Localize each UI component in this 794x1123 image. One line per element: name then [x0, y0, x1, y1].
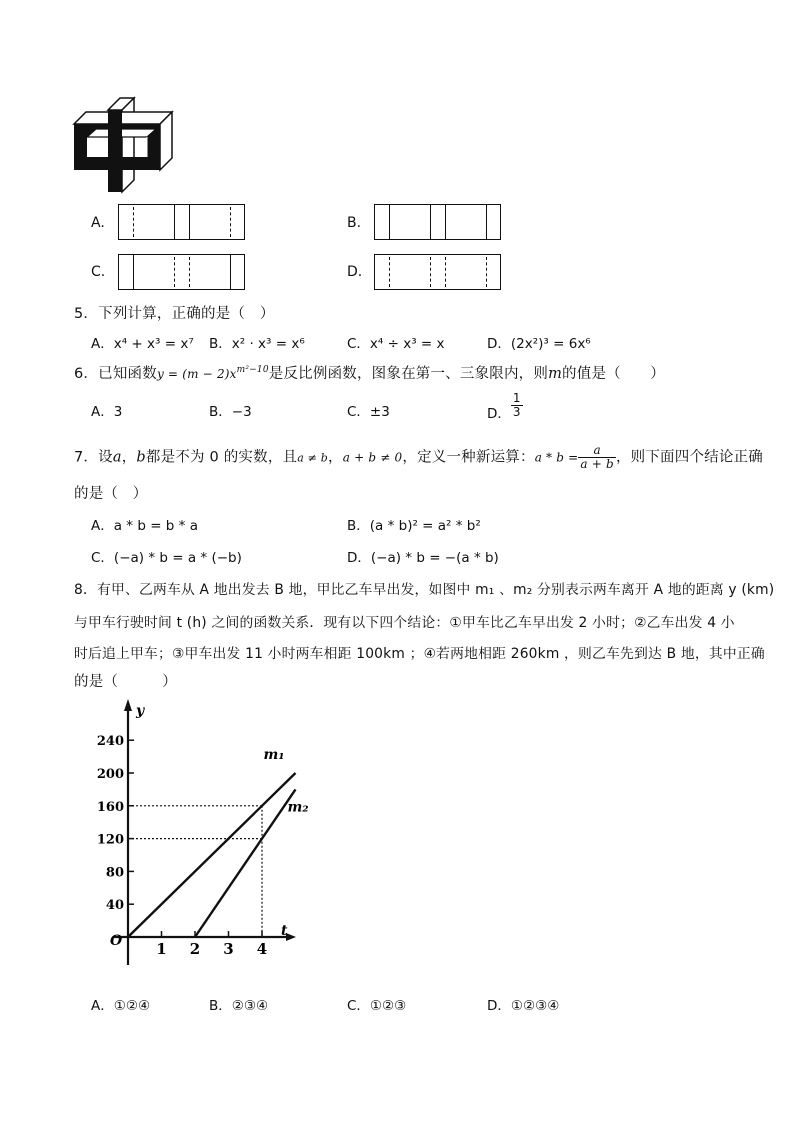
series-line-2 [195, 789, 296, 937]
q6-stem-post: 是反比例函数，图象在第一、三象限内，则 [268, 366, 549, 382]
q6-option-d[interactable] [487, 391, 523, 422]
q5-option-b[interactable]: B．x² · x³ = x⁶ [209, 336, 305, 352]
q4-option-b-label[interactable]: B. [347, 215, 362, 231]
q4-option-d-view[interactable] [374, 254, 501, 290]
q6-option-d-prefix: D． [487, 405, 511, 422]
q4-option-c-view[interactable] [118, 254, 245, 290]
q8-stem-line2: 与甲车行驶时间 t (h) 之间的函数关系．现有以下四个结论：①甲车比乙车早出发 2 小时；②乙车出发 4 小 [74, 615, 735, 631]
q7-option-a[interactable]: A．a * b = b * a [91, 518, 198, 534]
q8-distance-time-chart [90, 695, 320, 975]
q6-option-c[interactable]: C．±3 [347, 404, 390, 420]
q7-option-d[interactable]: D．(−a) * b = −(a * b) [347, 550, 499, 566]
q7-stem-line2: 的是（ ） [74, 486, 148, 502]
y-tick-label: 240 [96, 734, 124, 750]
q4-option-a-label[interactable]: A. [91, 215, 105, 231]
y-axis-arrow [124, 699, 132, 711]
figure-char: 中 [72, 94, 73, 95]
q6-option-a[interactable]: A．3 [91, 404, 123, 420]
q4-option-c-label[interactable]: C. [91, 264, 106, 280]
x-axis-arrow [286, 933, 296, 941]
q4-option-a-view[interactable] [118, 204, 245, 240]
x-tick-label: 3 [223, 940, 234, 958]
q7-var-b: b [136, 449, 146, 466]
q5-option-d[interactable]: D．(2x²)³ = 6x⁶ [487, 336, 591, 352]
q6-function-exponent: m²−10 [236, 365, 269, 376]
origin-label: O [110, 933, 123, 949]
q8-option-c[interactable]: C．①②③ [347, 998, 407, 1014]
q5-stem: 5．下列计算，正确的是（ ） [74, 306, 275, 322]
q7-condition-2: a + b ≠ 0 [342, 450, 403, 465]
x-tick-label: 1 [156, 940, 167, 958]
x-tick-label: 2 [189, 940, 201, 958]
q8-option-d[interactable]: D．①②③④ [487, 998, 560, 1014]
q7-option-b[interactable]: B．(a * b)² = a² * b² [347, 518, 481, 534]
y-axis-label: y [136, 703, 145, 719]
q4-option-d-label[interactable]: D. [347, 264, 363, 280]
q6-function: y = (m − 2)x [156, 367, 237, 381]
y-tick-label: 40 [105, 898, 124, 914]
q6-option-b[interactable]: B．−3 [209, 404, 252, 420]
y-tick-label: 120 [96, 832, 124, 848]
series-label-2: m₂ [287, 799, 309, 816]
q8-stem-line4: 的是（ ） [74, 674, 177, 690]
q6-stem-pre: 6．已知函数 [74, 366, 157, 382]
q7-definition-fraction: $\frac{a}{a + b}$ [580, 443, 614, 471]
q7-stem-line1: 7．设a，b都是不为 0 的实数，且a ≠ b，a + b ≠ 0，定义一种新运算：a * b = $\frac{a}{a + b}$ ，则下面四个结论正确 [74, 443, 763, 471]
x-tick-label: 4 [256, 940, 268, 958]
q7-var-a: a [112, 449, 122, 466]
q6-stem [74, 362, 665, 383]
q8-option-b[interactable]: B．②③④ [209, 998, 269, 1014]
q6-var: m [548, 366, 563, 382]
q5-option-c[interactable]: C．x⁴ ÷ x³ = x [347, 336, 445, 352]
q6-option-d-fraction: $\frac{1}{3}$ [512, 391, 521, 419]
q5-option-a[interactable]: A．x⁴ + x³ = x⁷ [91, 336, 194, 352]
q8-option-a[interactable]: A．①②④ [91, 998, 151, 1014]
q4-option-b-view[interactable] [374, 204, 501, 240]
series-label-1: m₁ [263, 747, 285, 763]
q7-option-c[interactable]: C．(−a) * b = a * (−b) [91, 550, 242, 566]
y-tick-label: 160 [96, 799, 124, 815]
y-tick-label: 200 [96, 767, 124, 782]
y-tick-label: 80 [105, 865, 124, 881]
q8-stem-line3: 时后追上甲车；③甲车出发 11 小时两车相距 100km ；④若两地相距 260km ，则乙车先到达 B 地，其中正确 [74, 646, 765, 662]
q6-stem-end: 的值是（ ） [562, 366, 665, 382]
x-axis-label: t [281, 923, 288, 939]
q7-definition-lhs: a * b = [534, 450, 579, 465]
solid-zhong-figure [72, 94, 182, 194]
q7-condition-1: a ≠ b [297, 451, 329, 465]
q8-stem-line1: 8．有甲、乙两车从 A 地出发去 B 地，甲比乙车早出发，如图中 m₁ 、m₂ 分别表示两车离开 A 地的距离 y (km) [74, 582, 775, 598]
